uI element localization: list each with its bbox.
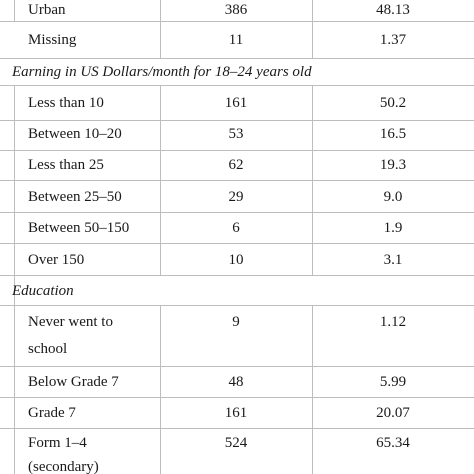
row-percent: 1.9 xyxy=(383,220,403,236)
row-divider xyxy=(0,120,474,121)
row-divider xyxy=(0,397,474,398)
row-label-line2: school xyxy=(28,341,68,357)
column-divider-left xyxy=(14,0,15,21)
row-label-line1: Never went to xyxy=(28,314,113,330)
row-percent: 9.0 xyxy=(383,189,403,205)
row-percent: 1.12 xyxy=(379,314,407,330)
section-heading-education: Education xyxy=(12,283,74,299)
row-percent: 48.13 xyxy=(376,2,410,18)
row-label: Less than 10 xyxy=(28,95,104,111)
row-percent: 1.37 xyxy=(379,32,407,48)
row-percent: 16.5 xyxy=(379,126,407,142)
row-count: 6 xyxy=(232,220,240,236)
row-label: Over 150 xyxy=(28,252,85,268)
row-divider xyxy=(0,21,474,22)
row-count: 48 xyxy=(228,374,244,390)
row-divider xyxy=(0,85,474,86)
row-label: Less than 25 xyxy=(28,157,104,173)
row-divider xyxy=(0,180,474,181)
row-percent: 19.3 xyxy=(379,157,407,173)
row-label: Between 50–150 xyxy=(28,220,130,236)
row-label: Urban xyxy=(28,2,66,18)
row-count: 524 xyxy=(224,435,248,451)
row-count: 29 xyxy=(228,189,244,205)
row-count: 11 xyxy=(228,32,244,48)
row-divider xyxy=(0,275,474,276)
row-divider xyxy=(0,212,474,213)
row-count: 10 xyxy=(228,252,244,268)
row-divider xyxy=(0,428,474,429)
row-label-line2: (secondary) xyxy=(28,459,99,474)
row-divider xyxy=(0,366,474,367)
row-count: 53 xyxy=(228,126,244,142)
row-label: Between 25–50 xyxy=(28,189,122,205)
row-label: Between 10–20 xyxy=(28,126,122,142)
row-percent: 5.99 xyxy=(379,374,407,390)
row-count: 161 xyxy=(224,405,248,421)
section-heading-earnings: Earning in US Dollars/month for 18–24 years old xyxy=(12,64,312,80)
row-divider xyxy=(0,243,474,244)
row-label: Grade 7 xyxy=(28,405,76,421)
row-count: 161 xyxy=(224,95,248,111)
row-label: Missing xyxy=(28,32,77,48)
row-divider xyxy=(0,305,474,306)
row-count: 62 xyxy=(228,157,244,173)
row-label: Below Grade 7 xyxy=(28,374,119,390)
row-percent: 50.2 xyxy=(379,95,407,111)
row-percent: 65.34 xyxy=(376,435,410,451)
row-divider xyxy=(0,58,474,59)
row-count: 9 xyxy=(232,314,240,330)
row-count: 386 xyxy=(224,2,248,18)
row-percent: 3.1 xyxy=(383,252,403,268)
row-label-line1: Form 1–4 xyxy=(28,435,87,451)
row-percent: 20.07 xyxy=(376,405,410,421)
row-divider xyxy=(0,150,474,151)
